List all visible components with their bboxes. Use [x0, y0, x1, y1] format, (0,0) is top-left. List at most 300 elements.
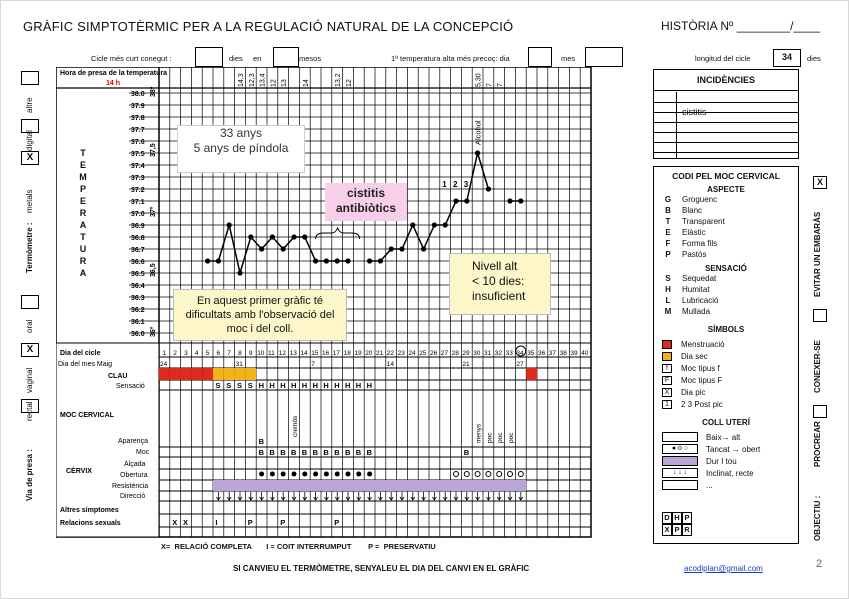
direccio-arrow — [346, 492, 350, 500]
row-label-resistencia: Resistència — [112, 483, 149, 490]
hour-mark: 14,3 — [238, 73, 245, 87]
sensacio-code: M — [664, 307, 672, 316]
row-label-aparenca: Aparença — [118, 438, 148, 445]
day-number: 30 — [473, 350, 481, 357]
sensacio-mark: S — [247, 381, 253, 390]
temperatura-letter: U — [79, 244, 87, 254]
sensacio-row — [654, 306, 798, 317]
incidencies-panel — [653, 69, 799, 159]
obertura-closed-dot — [335, 472, 340, 477]
age-note-line2: 5 anys de píndola — [193, 141, 289, 155]
incidencies-title: INCIDÈNCIES — [696, 75, 755, 85]
side-temp-mark: 36,5 — [150, 263, 157, 277]
primera-temp-dia-field[interactable] — [528, 47, 552, 67]
day-number: 10 — [257, 350, 265, 357]
legend-aspecte: ASPECTE — [707, 185, 745, 194]
direccio-arrow — [216, 492, 220, 500]
sensacio-row — [654, 284, 798, 295]
historia-label: HISTÒRIA Nº ________/____ — [661, 19, 821, 33]
digital-label: digital — [25, 130, 34, 151]
cistitis-note-line1: cistitis — [346, 186, 385, 200]
direccio-arrow — [411, 492, 415, 500]
dia-mes-number: 14 — [386, 361, 395, 368]
temperature-point — [216, 258, 221, 263]
obertura-closed-dot — [259, 472, 264, 477]
day-number: 4 — [194, 350, 199, 357]
direccio-arrow — [443, 492, 447, 500]
conexer-checkbox[interactable] — [813, 309, 827, 322]
sensacio-desc: Lubricació — [682, 296, 719, 305]
aspecte-code: F — [665, 239, 671, 248]
moc-mark: B — [345, 448, 351, 457]
day-number: 1 — [162, 350, 167, 357]
day-number: 32 — [494, 350, 503, 357]
temperature-point — [443, 222, 448, 227]
row-label-dia-mes-label: Dia del mes Maig — [58, 361, 113, 368]
footer-text: SI CANVIEU EL TERMÒMETRE, SENYALEU EL DIA DEL CANVI EN EL GRÀFIC — [233, 564, 530, 573]
coll-row — [654, 443, 798, 455]
coll-letter: P — [672, 524, 682, 536]
day-number: 15 — [311, 350, 319, 357]
cicle-curt-field[interactable] — [195, 47, 223, 67]
sensacio-mark: S — [215, 381, 221, 390]
age-note-line1: 33 anys — [219, 126, 263, 140]
simbol-row — [654, 338, 798, 350]
mes-label: mes — [561, 54, 576, 63]
cicle-curt-label: Cicle més curt conegut : — [91, 54, 172, 63]
obertura-closed-dot — [367, 472, 372, 477]
coll-letter: X — [662, 524, 672, 536]
row-label-sensacio: Sensació — [116, 383, 145, 390]
simbol-swatch: X — [662, 388, 672, 397]
primera-temp-label: 1ª temperatura alta més precoç: dia — [391, 54, 510, 63]
relacio-mark: X — [183, 518, 189, 527]
moc-mark: B — [269, 448, 275, 457]
mesos-label: mesos — [299, 54, 322, 63]
sensacio-list — [654, 273, 798, 317]
post-pic-label: 3 — [463, 180, 469, 189]
temperatura-letter: M — [79, 172, 87, 182]
clau-menstruacio-cell — [181, 368, 192, 380]
aspecte-code: E — [665, 228, 671, 237]
moc-desc-label: poc — [497, 432, 505, 443]
nivell-note-line2: < 10 dies: — [472, 274, 525, 288]
simbol-row — [654, 374, 798, 386]
aparenca-mark: B — [258, 437, 265, 446]
temperature-point — [324, 258, 329, 263]
temperatura-letter: R — [79, 256, 87, 266]
direccio-arrow — [486, 492, 490, 500]
dia-mes-number: 31 — [235, 361, 243, 368]
legend-title: CODI PEL MOC CERVICAL — [672, 171, 780, 181]
relacions-key: X= RELACIÓ COMPLETA I = COIT INTERRUMPUT P = PRESERVATIU — [161, 542, 436, 551]
temperature-point — [367, 258, 372, 263]
temp-tick-label: 37.3 — [131, 175, 145, 182]
en-mesos-field[interactable] — [273, 47, 299, 67]
clau-dia-sec-cell — [235, 368, 246, 380]
aspecte-code: G — [664, 195, 672, 204]
coll-letters — [662, 512, 692, 536]
hour-mark: 12 — [346, 79, 353, 87]
dificultats-note — [173, 289, 347, 341]
coll-desc: ... — [706, 480, 713, 490]
page-title: GRÀFIC SIMPTOTÈRMIC PER A LA REGULACIÓ NATURAL DE LA CONCEPCIÓ — [23, 19, 514, 34]
temperatura-letter: T — [80, 232, 86, 242]
day-number: 39 — [570, 350, 578, 357]
moc-mark: B — [334, 448, 340, 457]
temperature-point — [410, 222, 415, 227]
dia-mes-number: 7 — [311, 361, 315, 368]
alcohol-label: Alcohol — [473, 120, 483, 145]
cervix-label: CÈRVIX — [66, 468, 92, 475]
day-number: 22 — [386, 350, 395, 357]
day-number: 11 — [268, 350, 275, 357]
temp-tick-label: 37.7 — [131, 127, 145, 134]
aspecte-code: B — [665, 206, 671, 215]
sensacio-mark: H — [291, 381, 297, 390]
temp-tick-label: 38.0 — [131, 91, 145, 98]
obertura-open-dot — [486, 472, 491, 477]
obertura-open-dot — [475, 472, 480, 477]
side-temp-mark: 37º — [150, 206, 157, 217]
direccio-arrow — [292, 492, 296, 500]
obertura-closed-dot — [270, 472, 275, 477]
moc-mark: B — [323, 448, 329, 457]
hour-mark: 12 — [270, 79, 278, 87]
nivell-note-line1: Nivell alt — [472, 259, 518, 273]
aspecte-desc: Blanc — [682, 206, 703, 215]
temperature-point — [486, 186, 491, 191]
temp-tick-label: 37.9 — [131, 103, 145, 110]
procrear-label: PROCREAR — [813, 421, 822, 467]
longitud-field[interactable]: 34 — [773, 49, 801, 67]
sensacio-mark: H — [366, 381, 373, 390]
temperature-point — [227, 222, 232, 227]
sensacio-mark: S — [226, 381, 232, 390]
sensacio-code: L — [665, 296, 671, 305]
day-number: 35 — [527, 350, 535, 357]
day-number: 17 — [332, 350, 341, 357]
hour-mark: 14 — [302, 79, 310, 87]
dificultats-note-line1: En aquest primer gràfic té — [197, 295, 323, 307]
temp-tick-label: 37.2 — [131, 187, 145, 194]
sensacio-desc: Sequedat — [682, 274, 717, 283]
obertura-closed-dot — [302, 472, 307, 477]
hour-mark: 7 — [497, 83, 505, 87]
coll-letter: R — [682, 524, 692, 536]
cistitis-note — [325, 183, 407, 221]
day-number: 31 — [484, 350, 492, 357]
clau-dia-sec-cell — [224, 368, 235, 380]
coll-desc: Baix→ alt — [706, 432, 741, 442]
temperature-point — [205, 258, 210, 263]
temp-tick-label: 36.5 — [131, 271, 145, 278]
temperature-point — [270, 234, 275, 239]
moc-mark: B — [355, 448, 362, 457]
obertura-closed-dot — [313, 472, 318, 477]
moc-mark: B — [291, 448, 297, 457]
temperatura-letter: P — [79, 184, 86, 194]
direccio-arrow — [476, 492, 480, 500]
resistencia-bar — [213, 480, 526, 491]
evitar-checkbox[interactable]: X — [813, 176, 827, 189]
direccio-arrow — [432, 492, 436, 500]
obertura-open-dot — [454, 472, 459, 477]
aspecte-row — [654, 216, 798, 227]
termometre-label: Termòmetre : — [25, 222, 34, 273]
temperature-point — [335, 258, 340, 263]
direccio-arrow — [497, 492, 501, 500]
obertura-closed-dot — [346, 472, 351, 477]
temp-tick-label: 37.5 — [131, 151, 145, 158]
aspecte-code: T — [665, 217, 671, 226]
day-number: 40 — [581, 350, 589, 357]
aspecte-row — [654, 194, 798, 205]
nivell-note-line3: insuficient — [472, 289, 526, 303]
day-number: 19 — [354, 350, 362, 357]
row-label-obertura: Obertura — [120, 472, 148, 479]
coll-letter: H — [672, 512, 682, 524]
altre-checkbox[interactable] — [21, 71, 39, 85]
temperature-point — [399, 246, 404, 251]
incidencies-divider — [676, 92, 677, 158]
age-note — [177, 125, 305, 173]
moc-desc-label: poc — [486, 432, 494, 443]
temperature-point — [518, 198, 523, 203]
simbol-desc: Menstruació — [681, 339, 725, 349]
row-label-alcada: Alçada — [124, 461, 146, 468]
obertura-closed-dot — [356, 472, 361, 477]
day-number: 24 — [408, 350, 416, 357]
en-label: en — [253, 54, 262, 63]
sensacio-mark: H — [334, 381, 340, 390]
temperature-point — [464, 198, 469, 203]
coll-row — [654, 455, 798, 467]
temp-tick-label: 36.6 — [131, 259, 145, 266]
rectal-label: rectal — [25, 401, 34, 421]
direccio-arrow — [314, 492, 318, 500]
direccio-arrow — [368, 492, 372, 500]
relacio-mark: P — [334, 518, 340, 527]
altre-label: altre — [25, 97, 34, 113]
via-presa-label: Via de presa : — [25, 449, 34, 501]
hour-mark: 7 — [486, 83, 494, 87]
metals-label: metals — [25, 189, 34, 213]
aspecte-desc: Elàstic — [682, 228, 706, 237]
temperature-point — [432, 222, 437, 227]
legend-simbols: SÍMBOLS — [707, 325, 745, 334]
day-number: 5 — [205, 350, 210, 357]
day-number: 29 — [462, 350, 470, 357]
hour-mark: 13,4 — [259, 73, 267, 87]
sensacio-code: S — [665, 274, 671, 283]
temperature-point — [259, 246, 264, 251]
temperature-point — [281, 246, 286, 251]
temp-tick-label: 36.0 — [131, 331, 145, 338]
dia-mes-number: 27 — [516, 361, 524, 368]
day-number: 18 — [343, 350, 351, 357]
hour-mark: 12,3 — [248, 73, 256, 87]
sensacio-mark: H — [280, 381, 286, 390]
moc-mark: B — [301, 448, 308, 457]
side-temp-mark: 36º — [150, 326, 157, 337]
day-number: 3 — [184, 350, 188, 357]
temperature-point — [237, 270, 242, 275]
coll-letter: D — [662, 512, 672, 524]
direccio-arrow — [324, 492, 328, 500]
vaginal-label: vaginal — [25, 367, 34, 393]
day-number: 25 — [419, 350, 427, 357]
coll-desc: Inclinat, recte — [706, 468, 754, 478]
moc-mark: B — [258, 448, 265, 457]
vaginal-checkbox[interactable]: X — [21, 343, 39, 357]
simbols-list — [654, 338, 798, 410]
hour-mark: 5,30 — [475, 73, 483, 87]
temperatura-letter: E — [79, 196, 86, 206]
hora-label: Hora de presa de la temperatura — [60, 70, 167, 77]
obertura-closed-dot — [281, 472, 286, 477]
dies-label: dies — [229, 54, 243, 63]
oral-label: oral — [25, 319, 34, 333]
relacio-mark: X — [172, 518, 178, 527]
evitar-label: EVITAR UN EMBARÀS — [813, 211, 822, 297]
temp-tick-label: 37.1 — [131, 199, 145, 206]
row-label-clau: CLAU — [108, 373, 128, 380]
incidencies-item: cistitis — [682, 107, 707, 117]
oral-checkbox[interactable] — [21, 295, 39, 309]
temp-tick-label: 36.3 — [131, 295, 145, 302]
moc-mark: B — [366, 448, 373, 457]
cistitis-note-line2: antibiòtics — [335, 201, 396, 215]
coll-symbol: ↓ ↓ ↓ — [662, 468, 698, 478]
simbol-swatch — [662, 352, 672, 361]
day-number: 16 — [322, 350, 330, 357]
relacio-mark: I — [215, 518, 218, 527]
temperature-point — [507, 198, 512, 203]
metals-checkbox[interactable]: X — [21, 151, 39, 165]
coll-symbol: ● o ○ — [662, 444, 698, 454]
temp-tick-label: 36.9 — [131, 223, 145, 230]
aspecte-desc: Forma fils — [682, 239, 718, 248]
day-number: 23 — [397, 350, 405, 357]
temp-tick-label: 37.8 — [131, 115, 145, 122]
aspecte-row — [654, 205, 798, 216]
moc-mark-late: B — [463, 448, 470, 457]
moc-desc-label: poc — [508, 432, 515, 443]
day-number: 36 — [538, 350, 546, 357]
temperatura-letter: E — [79, 160, 86, 170]
sensacio-mark: H — [301, 381, 308, 390]
longitud-label: longitud del cicle — [695, 54, 751, 63]
page-number: 2 — [816, 558, 823, 570]
direccio-arrow — [260, 492, 264, 500]
temperatura-letter: R — [79, 208, 87, 218]
coll-symbol — [662, 456, 698, 466]
codi-legend — [653, 166, 799, 544]
aspecte-desc: Transparent — [682, 217, 725, 226]
hour-mark: 13 — [281, 79, 289, 87]
temperature-point — [345, 258, 350, 263]
nivell-note — [449, 253, 551, 315]
coll-symbol — [662, 432, 698, 442]
dia-mes-number: 21 — [462, 361, 470, 368]
aspecte-desc: Groguenc — [682, 195, 718, 204]
direccio-arrow — [270, 492, 274, 500]
hour-mark: 13,2 — [335, 73, 343, 87]
sensacio-mark: H — [323, 381, 329, 390]
email-link[interactable]: acodiplan@gmail.com — [684, 564, 763, 573]
temperature-point — [302, 234, 307, 239]
temperature-point — [475, 150, 480, 155]
day-number: 38 — [559, 350, 567, 357]
row-label-moc-cervical: MOC CERVICAL — [60, 412, 114, 419]
day-number: 34 — [516, 350, 524, 357]
sensacio-mark: S — [237, 381, 243, 390]
coll-desc: Tancat → obert — [706, 444, 761, 454]
temperature-point — [248, 234, 253, 239]
coll-list — [654, 431, 798, 491]
temp-tick-label: 36.1 — [131, 319, 145, 326]
day-number: 6 — [216, 350, 221, 357]
relacio-mark: P — [280, 518, 286, 527]
obertura-closed-dot — [324, 472, 329, 477]
row-label-relacions-sexuals: Relacions sexuals — [60, 520, 121, 527]
sensacio-row — [654, 273, 798, 284]
day-number: 12 — [278, 350, 287, 357]
legend-coll: COLL UTERÍ — [702, 418, 750, 427]
coll-letter: P — [682, 512, 692, 524]
side-temp-mark: 37,5 — [150, 143, 157, 157]
temp-tick-label: 36.4 — [131, 283, 145, 290]
sensacio-code: H — [665, 285, 671, 294]
primera-temp-mes-field[interactable] — [585, 47, 623, 67]
simbol-desc: Moc tipus F — [681, 375, 723, 385]
obertura-open-dot — [497, 472, 502, 477]
temperature-point — [389, 246, 394, 251]
aspecte-row — [654, 238, 798, 249]
clau-menstruacio-cell — [170, 368, 181, 380]
direccio-arrow — [508, 492, 512, 500]
day-number: 2 — [173, 350, 177, 357]
temp-tick-label: 36.2 — [131, 307, 145, 314]
sensacio-row — [654, 295, 798, 306]
aspecte-desc: Pastós — [682, 250, 707, 259]
sensacio-desc: Mullada — [682, 307, 711, 316]
temperatura-letter: A — [79, 220, 87, 230]
sensacio-mark: H — [345, 381, 351, 390]
coll-desc: Dur I tou — [706, 456, 737, 466]
clau-menstruacio-cell — [526, 368, 537, 380]
direccio-arrow — [465, 492, 469, 500]
day-number: 33 — [505, 350, 513, 357]
direccio-arrow — [389, 492, 393, 500]
conexer-label: CONEXER-SE — [813, 340, 822, 393]
simbol-swatch: f — [662, 364, 672, 373]
post-pic-label: 1 — [442, 180, 447, 189]
simbol-row — [654, 386, 798, 398]
direccio-arrow — [519, 492, 523, 500]
sensacio-mark: H — [312, 381, 319, 390]
day-number: 28 — [451, 350, 459, 357]
day-number: 7 — [227, 350, 231, 357]
simbol-swatch — [662, 340, 672, 349]
dia-mes-number: 24 — [160, 361, 168, 368]
simbol-row — [654, 350, 798, 362]
temp-tick-label: 37.0 — [131, 211, 145, 218]
clau-menstruacio-cell — [159, 368, 170, 380]
row-label-altres-simptomes: Altres símptomes — [60, 507, 119, 514]
procrear-checkbox[interactable] — [813, 405, 827, 418]
